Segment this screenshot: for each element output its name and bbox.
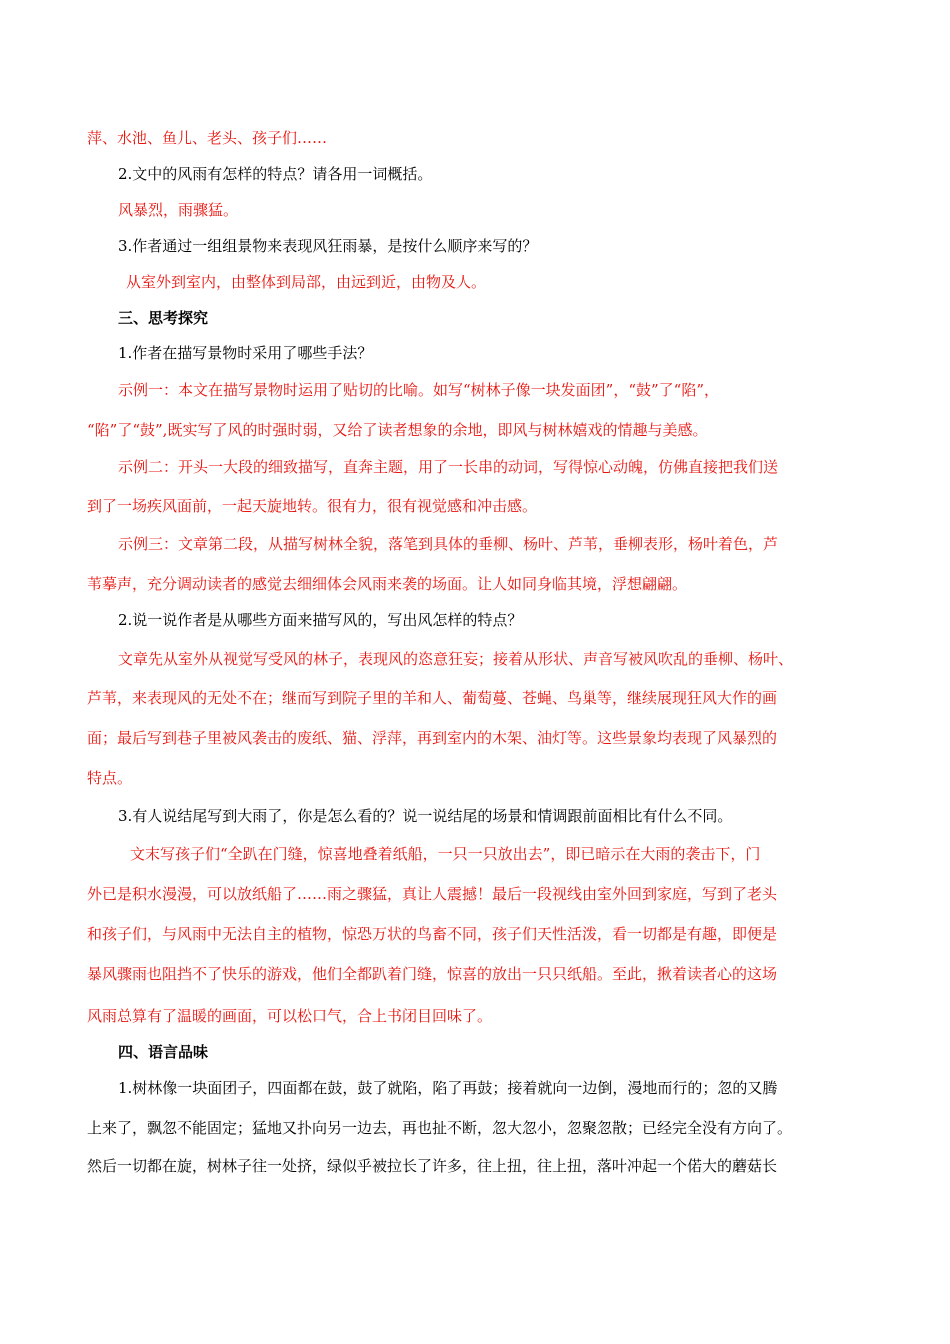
answer-line: 文末写孩子们“全趴在门缝，惊喜地叠着纸船，一只一只放出去”，即已暗示在大雨的袭击下，门	[130, 845, 761, 863]
answer-line: “陷”了“鼓”,既实写了风的时强时弱，又给了读者想象的余地，即风与树林嬉戏的情趣与美感。	[87, 421, 708, 439]
question-line: 1.作者在描写景物时采用了哪些手法？	[118, 344, 373, 362]
body-line: 然后一切都在旋，树林子往一处挤，绿似乎被拉长了许多，往上扭，往上扭，落叶冲起一个偌大的蘑菇长	[87, 1157, 778, 1175]
answer-line: 萍、水池、鱼儿、老头、孩子们……	[87, 129, 328, 147]
answer-line: 风雨总算有了温暖的画面，可以松口气，合上书闭目回味了。	[87, 1007, 493, 1025]
answer-line: 示例三：文章第二段，从描写树林全貌，落笔到具体的垂柳、杨叶、芦苇，垂柳表形，杨叶着色，芦	[118, 535, 779, 553]
answer-line: 芦苇，来表现风的无处不在；继而写到院子里的羊和人、葡萄蔓、苍蝇、鸟巢等，继续展现狂风大作的画	[87, 689, 778, 707]
answer-line: 外已是积水漫漫，可以放纸船了……雨之骤猛，真让人震撼！最后一段视线由室外回到家庭，写到了老头	[87, 885, 778, 903]
question-line: 2.文中的风雨有怎样的特点？请各用一词概括。	[118, 165, 433, 183]
answer-line: 示例一：本文在描写景物时运用了贴切的比喻。如写“树林子像一块发面团”，“鼓”了“陷”，	[118, 381, 720, 399]
question-line: 3.作者通过一组组景物来表现风狂雨暴，是按什么顺序来写的？	[118, 237, 538, 255]
question-line: 3.有人说结尾写到大雨了，你是怎么看的？说一说结尾的场景和情调跟前面相比有什么不同。	[118, 807, 733, 825]
answer-line: 到了一场疾风面前，一起天旋地转。很有力，很有视觉感和冲击感。	[87, 497, 538, 515]
answer-line: 从室外到室内，由整体到局部，由远到近，由物及人。	[126, 273, 487, 291]
answer-line: 和孩子们，与风雨中无法自主的植物，惊恐万状的鸟畜不同，孩子们天性活泼，看一切都是有趣，即便是	[87, 925, 778, 943]
question-line: 2.说一说作者是从哪些方面来描写风的，写出风怎样的特点？	[118, 611, 523, 629]
answer-line: 特点。	[87, 769, 133, 787]
answer-line: 文章先从室外从视觉写受风的林子，表现风的恣意狂妄；接着从形状、声音写被风吹乱的垂柳、杨叶、	[118, 650, 794, 668]
body-line: 上来了，飘忽不能固定；猛地又扑向另一边去，再也扯不断，忽大忽小，忽聚忽散；已经完全没有方向了。	[87, 1119, 793, 1137]
answer-line: 示例二：开头一大段的细致描写，直奔主题，用了一长串的动词，写得惊心动魄，仿佛直接把我们送	[118, 458, 779, 476]
section-heading: 四、语言品味	[118, 1043, 209, 1061]
answer-line: 暴风骤雨也阻挡不了快乐的游戏，他们全都趴着门缝，惊喜的放出一只只纸船。至此，揪着读者心的这场	[87, 965, 778, 983]
body-line: 1.树林像一块面团子，四面都在鼓，鼓了就陷，陷了再鼓；接着就向一边倒，漫地而行的；忽的又腾	[118, 1079, 778, 1097]
answer-line: 苇摹声，充分调动读者的感觉去细细体会风雨来袭的场面。让人如同身临其境，浮想翩翩。	[87, 575, 688, 593]
answer-line: 风暴烈，雨骤猛。	[118, 201, 239, 219]
section-heading: 三、思考探究	[118, 309, 209, 327]
answer-line: 面；最后写到巷子里被风袭击的废纸、猫、浮萍，再到室内的木架、油灯等。这些景象均表现了风暴烈的	[87, 729, 778, 747]
